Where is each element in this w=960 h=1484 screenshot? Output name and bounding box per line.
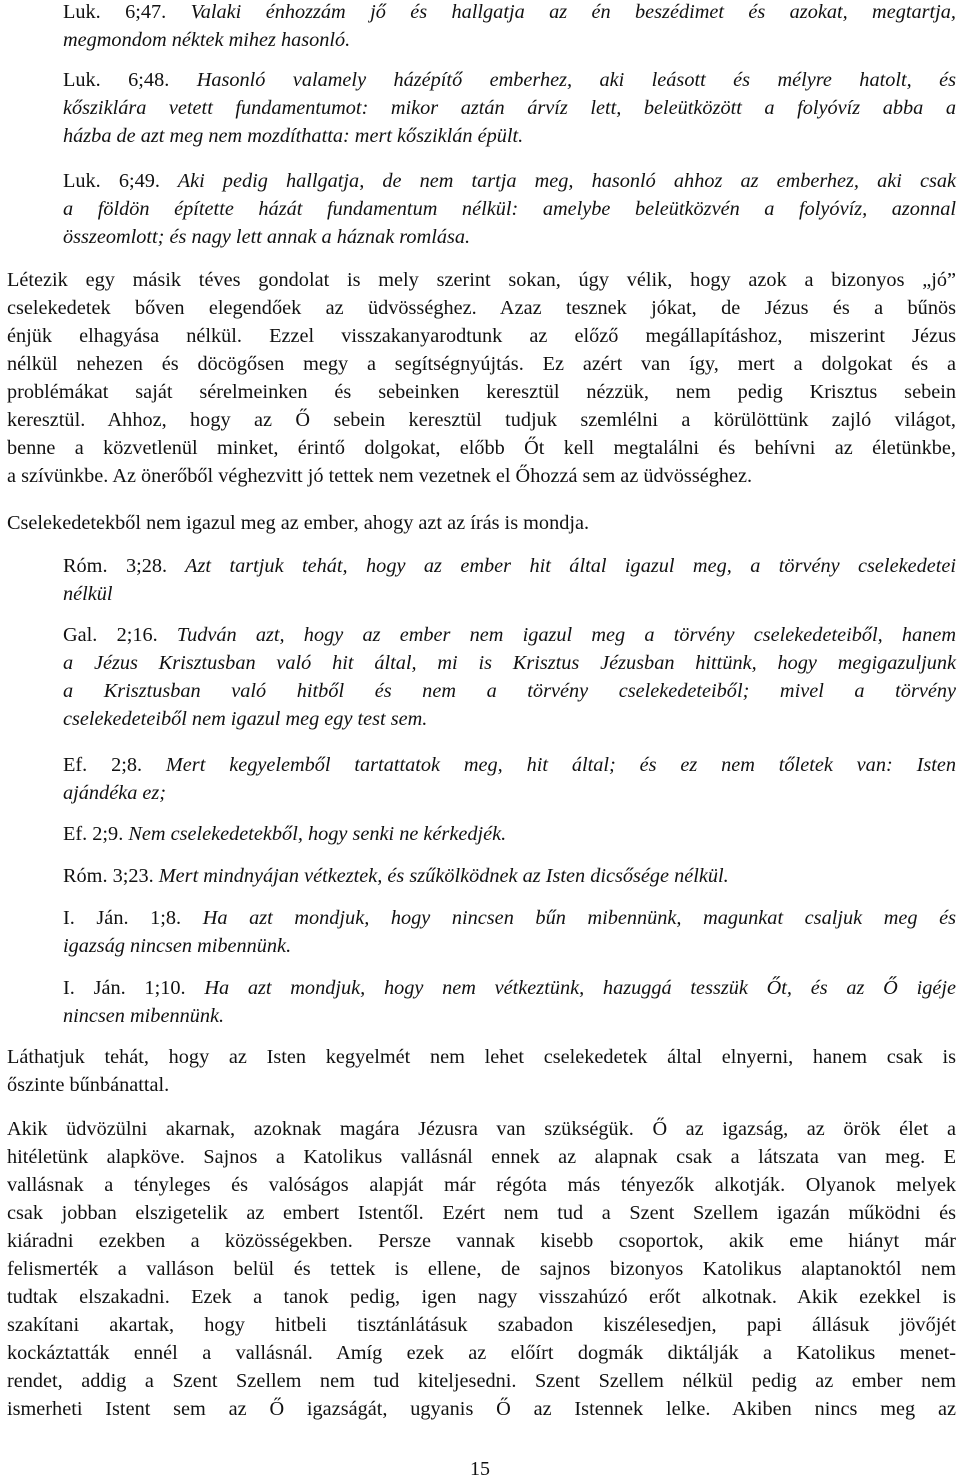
verse-text: Valaki énhozzám jő és hallgatja az én beszédimet és azokat, megtartja, [166, 1, 956, 23]
text-line: tudtak elszakadni. Ezek a tanok pedig, igen nagy visszahúzó erőt alkotnak. Akik ezekkel is [7, 1286, 956, 1308]
text-line [63, 751, 956, 779]
text-line: felismerték a valláson belül és tettek is ellene, de sajnos bizonyos Katolikus alaptanoktól nem [7, 1258, 956, 1280]
text-line: szakítani akartak, hogy hitbeli tisztánlátásuk szabadon kiszélesedjen, papi állásuk jövőjét [7, 1314, 956, 1336]
body-paragraph [7, 1043, 956, 1099]
text-line: benne a közvetlenül minket, érintő dolgokat, előbb Őt kell megtalálni és behívni az életünkbe, [7, 437, 956, 459]
page-number: 15 [470, 1458, 490, 1480]
verse-reference: Róm. 3;23. [63, 865, 154, 887]
verse-text: a földön építette házát fundamentum nélkül: amelybe beleütközvén a folyóvíz, azonnal [63, 198, 956, 220]
verse-luke-6-49 [63, 167, 956, 251]
verse-text: Aki pedig hallgatja, de nem tartja meg, hasonló ahhoz az emberhez, aki csak [159, 170, 956, 192]
text-line: cselekedetek bőven elegendőek az üdvösséghez. Azaz tesznek jókat, de Jézus és a bűnös [7, 297, 956, 319]
verse-reference: Ef. 2;9. [63, 823, 124, 845]
verse-luke-6-47 [63, 0, 956, 54]
text-line: ismerheti Istent sem az Ő igazságát, ugyanis Ő az Istennek lelke. Akiben nincs meg az [7, 1398, 956, 1420]
verse-text: Ha azt mondjuk, hogy nincsen bűn mibennünk, magunkat csaljuk meg és [181, 907, 956, 929]
text-line: Láthatjuk tehát, hogy az Isten kegyelmét nem lehet cselekedetek által elnyerni, hanem csak is [7, 1046, 956, 1068]
text-line: énjük elhagyása nélkül. Ezzel visszakanyarodtunk az előző megállapításhoz, miszerint Jézus [7, 325, 956, 347]
verse-text: a Krisztusban való hitből és nem a törvény cselekedeteiből; mivel a törvény [63, 680, 956, 702]
text-line [63, 974, 956, 1002]
verse-reference: Ef. 2;8. [63, 754, 143, 776]
verse-text: Mert mindnyájan vétkeztek, és szűkölködnek az Isten dicsősége nélkül. [153, 865, 729, 887]
text-line [63, 862, 956, 890]
text-line: csak jobban elszigetelik az embert Istentől. Ezért nem tud a Szent Szellem igazán működni és [7, 1202, 956, 1224]
verse-reference: I. Ján. 1;10. [63, 977, 186, 999]
verse-text: megmondom néktek mihez hasonló. [63, 29, 351, 51]
verse-romans-3-28 [63, 552, 956, 608]
verse-reference: Luk. 6;49. [63, 170, 160, 192]
verse-text: összeomlott; és nagy lett annak a háznak romlása. [63, 226, 471, 248]
text-line: problémákat saját sérelmeinken és sebeinken keresztül nézzük, nem pedig Krisztus sebein [7, 381, 956, 403]
verse-text: Ha azt mondjuk, hogy nem vétkeztünk, hazuggá tesszük Őt, és az Ő igéje [185, 977, 956, 999]
verse-text: ajándéka ez; [63, 782, 167, 804]
verse-ephesians-2-8 [63, 751, 956, 807]
text-line [63, 621, 956, 649]
verse-reference: Gal. 2;16. [63, 624, 158, 646]
text-line: vallásnak a tényleges és valóságos alapját már régóta más tényezők alkotják. Olyanok melyek [7, 1174, 956, 1196]
text-line: Akik üdvözülni akarnak, azoknak magára Jézusra van szükségük. Ő az igazság, az örök élet a [7, 1118, 956, 1140]
verse-ephesians-2-9 [63, 820, 956, 848]
verse-text: Tudván azt, hogy az ember nem igazul meg a törvény cselekedeteiből, hanem [157, 624, 956, 646]
text-line: kiáradni ezekben a közösségekben. Persze vannak kisebb csoportok, akik eme hiányt már [7, 1230, 956, 1252]
text-line [63, 552, 956, 580]
text-line [63, 820, 956, 848]
verse-1-john-1-8 [63, 904, 956, 960]
text-line: keresztül. Ahhoz, hogy az Ő sebein keresztül tudjuk szemlélni a körülöttünk zajló világot, [7, 409, 956, 431]
body-paragraph [7, 266, 956, 490]
verse-text: Mert kegyelemből tartattatok meg, hit által; és ez nem tőletek van: Isten [142, 754, 956, 776]
verse-text: Hasonló valamely házépítő emberhez, aki leásott és mélyre hatolt, és [169, 69, 957, 91]
text-line: kockáztatták ennél a vallásnál. Amíg ezek az előírt dogmák diktálják a Katolikus menet- [7, 1342, 956, 1364]
text-line: rendet, addig a Szent Szellem nem tud kiteljesedni. Szent Szellem nélkül pedig az ember nem [7, 1370, 956, 1392]
verse-reference: Luk. 6;47. [63, 1, 167, 23]
verse-text: nélkül [63, 583, 113, 605]
verse-text: Azt tartjuk tehát, hogy az ember hit által igazul meg, a törvény cselekedetei [167, 555, 956, 577]
verse-text: kősziklára vetett fundamentumot: mikor aztán árvíz lett, beleütközött a folyóvíz abba a [63, 97, 956, 119]
text-line: Cselekedetekből nem igazul meg az ember, ahogy azt az írás is mondja. [7, 512, 590, 534]
verse-romans-3-23 [63, 862, 956, 890]
verse-reference: I. Ján. 1;8. [63, 907, 182, 929]
verse-1-john-1-10 [63, 974, 956, 1030]
text-line [63, 0, 956, 26]
verse-text: igazság nincsen mibennünk. [63, 935, 292, 957]
text-line: Létezik egy másik téves gondolat is mely szerint sokan, úgy vélik, hogy azok a bizonyos „jó” [7, 269, 956, 291]
body-paragraph [7, 509, 956, 537]
verse-text: házba de azt meg nem mozdíthatta: mert kősziklán épült. [63, 125, 524, 147]
text-line: a szívünkbe. Az önerőből véghezvitt jó tettek nem vezetnek el Őhozzá sem az üdvösséghez. [7, 465, 753, 487]
verse-reference: Róm. 3;28. [63, 555, 168, 577]
verse-text: cselekedeteiből nem igazul meg egy test sem. [63, 708, 428, 730]
text-line [63, 167, 956, 195]
verse-reference: Luk. 6;48. [63, 69, 170, 91]
verse-text: nincsen mibennünk. [63, 1005, 225, 1027]
verse-galatians-2-16 [63, 621, 956, 733]
verse-text: Nem cselekedetekből, hogy senki ne kérkedjék. [123, 823, 507, 845]
verse-luke-6-48 [63, 66, 956, 150]
body-paragraph [7, 1115, 956, 1423]
text-line: hitéletünk alapköve. Sajnos a Katolikus vallásnál ennek az alapnak csak a látszata van meg. E [7, 1146, 956, 1168]
text-line [63, 904, 956, 932]
text-line [63, 66, 956, 94]
text-line: őszinte bűnbánattal. [7, 1074, 170, 1096]
text-line: nélkül nehezen és döcögősen megy a segítségnyújtás. Ez azért van így, mert a dolgokat és a [7, 353, 956, 375]
verse-text: a Jézus Krisztusban való hit által, mi is Krisztus Jézusban hittünk, hogy megigazuljunk [63, 652, 956, 674]
